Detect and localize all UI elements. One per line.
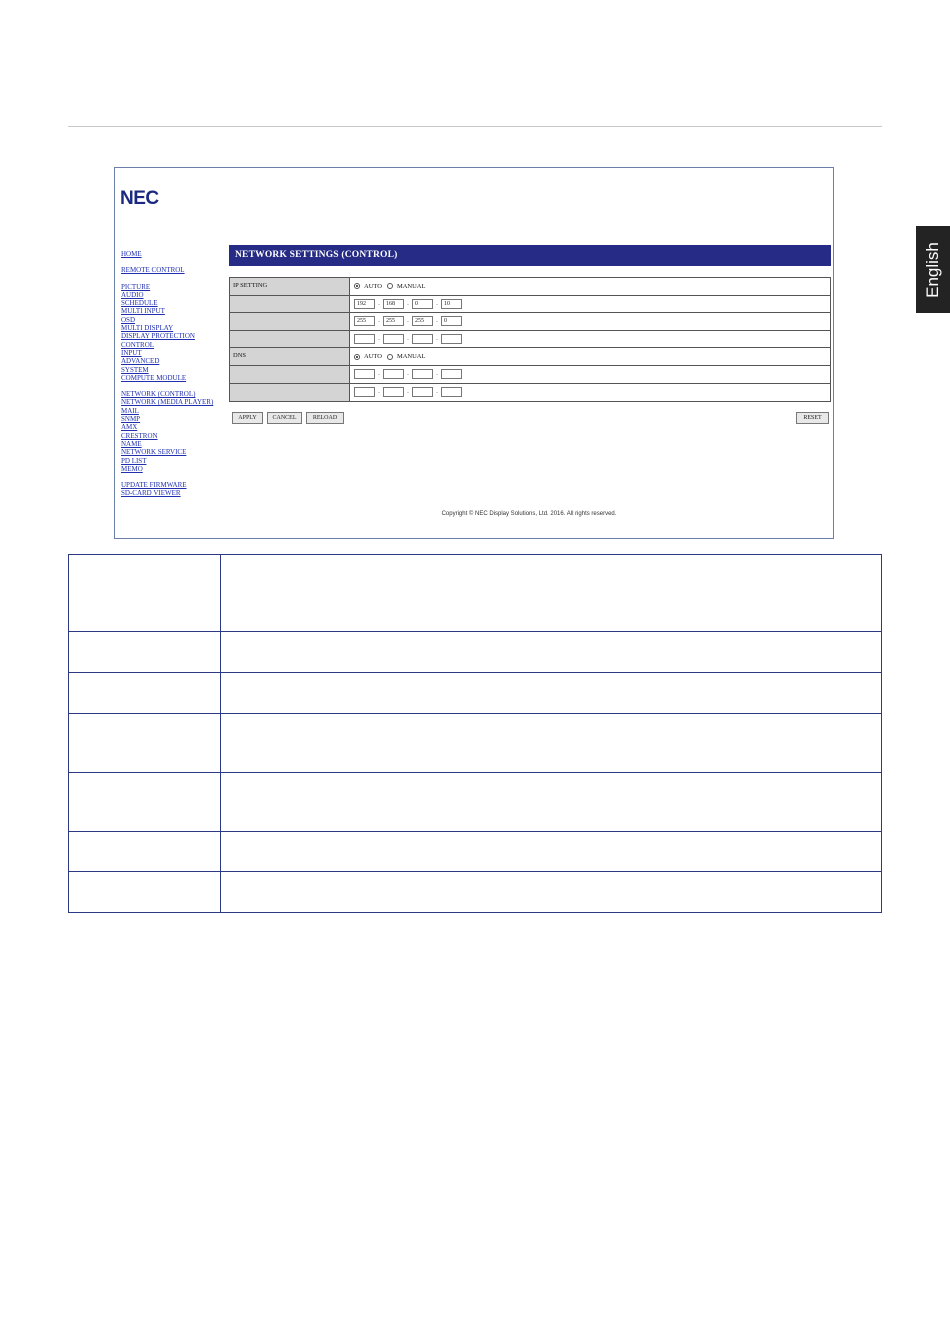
ip-octet-1[interactable]: 192 <box>354 299 375 309</box>
table-row <box>69 872 882 913</box>
nav-crestron[interactable]: CRESTRON <box>121 431 158 440</box>
nav-name[interactable]: NAME <box>121 439 142 448</box>
table-row <box>69 555 882 632</box>
description-table <box>68 554 882 913</box>
nav-update-firmware[interactable]: UPDATE FIRMWARE <box>121 481 187 490</box>
table-row <box>69 632 882 673</box>
table-cell <box>69 555 221 632</box>
nav-picture[interactable]: PICTURE <box>121 282 151 291</box>
gateway-octet-2[interactable] <box>383 334 404 344</box>
gateway-octet-1[interactable] <box>354 334 375 344</box>
table-cell <box>221 773 882 832</box>
dns-primary-label <box>230 366 350 383</box>
dns-secondary-row: . . . <box>230 384 830 402</box>
subnet-octet-1[interactable]: 255 <box>354 316 375 326</box>
ip-octet-2[interactable]: 168 <box>383 299 404 309</box>
table-cell <box>221 872 882 913</box>
language-tab <box>916 226 950 313</box>
nav-sd-card-viewer[interactable]: SD-CARD VIEWER <box>121 489 181 498</box>
sidebar-nav <box>121 250 223 498</box>
table-cell <box>221 714 882 773</box>
table-cell <box>69 632 221 673</box>
ip-octet-4[interactable]: 10 <box>441 299 462 309</box>
subnet-octet-3[interactable]: 255 <box>412 316 433 326</box>
apply-button[interactable]: APPLY <box>232 412 263 424</box>
nav-system[interactable]: SYSTEM <box>121 365 149 374</box>
copyright-text: Copyright © NEC Display Solutions, Ltd. 2016. All rights reserved. <box>441 511 617 517</box>
table-row <box>69 714 882 773</box>
gateway-label <box>230 331 350 348</box>
nav-input[interactable]: INPUT <box>121 348 142 357</box>
subnet-octet-2[interactable]: 255 <box>383 316 404 326</box>
dns-primary-octet-2[interactable] <box>383 369 404 379</box>
dns-label: DNS <box>230 348 350 365</box>
language-label: English <box>923 241 942 298</box>
nav-network-media-player[interactable]: NETWORK (MEDIA PLAYER) <box>121 398 214 407</box>
dns-primary-octet-3[interactable] <box>412 369 433 379</box>
table-cell <box>69 773 221 832</box>
reset-button[interactable]: RESET <box>796 412 829 424</box>
dns-primary-octet-1[interactable] <box>354 369 375 379</box>
table-cell <box>69 714 221 773</box>
dns-manual-radio[interactable] <box>387 354 393 360</box>
table-cell <box>69 872 221 913</box>
cancel-button[interactable]: CANCEL <box>267 412 302 424</box>
panel-title: NETWORK SETTINGS (CONTROL) <box>229 245 831 266</box>
dns-primary-octet-4[interactable] <box>441 369 462 379</box>
dns-auto-radio[interactable] <box>354 354 360 360</box>
reload-button[interactable]: RELOAD <box>306 412 344 424</box>
ip-auto-label: AUTO <box>364 282 382 290</box>
nav-home[interactable]: HOME <box>121 250 142 258</box>
dns-secondary-octet-1[interactable] <box>354 387 375 397</box>
dns-secondary-label <box>230 384 350 402</box>
table-row <box>69 773 882 832</box>
nav-audio[interactable]: AUDIO <box>121 290 144 299</box>
table-cell <box>221 673 882 714</box>
web-interface-screenshot <box>114 167 834 539</box>
ip-setting-label: IP SETTING <box>230 278 350 295</box>
nav-mail[interactable]: MAIL <box>121 406 139 415</box>
nav-remote-control[interactable]: REMOTE CONTROL <box>121 266 185 275</box>
nav-snmp[interactable]: SNMP <box>121 415 141 424</box>
ip-manual-label: MANUAL <box>396 282 426 290</box>
table-row <box>69 832 882 872</box>
dns-secondary-octet-2[interactable] <box>383 387 404 397</box>
nec-logo: NEC <box>120 188 159 209</box>
dns-row <box>230 348 830 366</box>
dns-primary-row: . . . <box>230 366 830 384</box>
subnet-mask-label <box>230 313 350 330</box>
nav-pd-list[interactable]: PD LIST <box>121 456 147 465</box>
nav-network-control[interactable]: NETWORK (CONTROL) <box>121 390 196 399</box>
ip-setting-row <box>230 278 830 296</box>
dns-auto-label: AUTO <box>364 353 382 361</box>
nav-memo[interactable]: MEMO <box>121 464 143 473</box>
nav-control[interactable]: CONTROL <box>121 340 155 349</box>
table-cell <box>221 832 882 872</box>
nav-network-service[interactable]: NETWORK SERVICE <box>121 448 187 457</box>
nav-multi-input[interactable]: MULTI INPUT <box>121 307 165 316</box>
subnet-octet-4[interactable]: 0 <box>441 316 462 326</box>
ip-manual-radio[interactable] <box>387 283 393 289</box>
table-cell <box>221 632 882 673</box>
nav-schedule[interactable]: SCHEDULE <box>121 299 158 308</box>
table-cell <box>69 832 221 872</box>
nav-amx[interactable]: AMX <box>121 423 138 432</box>
gateway-octet-4[interactable] <box>441 334 462 344</box>
nav-display-protection[interactable]: DISPLAY PROTECTION <box>121 332 195 341</box>
table-cell <box>221 555 882 632</box>
ip-address-row: 192 . 168 . 0 . 10 <box>230 296 830 314</box>
dns-secondary-octet-4[interactable] <box>441 387 462 397</box>
nav-multi-display[interactable]: MULTI DISPLAY <box>121 324 174 333</box>
dns-manual-label: MANUAL <box>396 353 426 361</box>
subnet-mask-row: 255 . 255 . 255 . 0 <box>230 313 830 331</box>
table-cell <box>69 673 221 714</box>
dns-secondary-octet-3[interactable] <box>412 387 433 397</box>
network-settings-form <box>229 277 831 402</box>
ip-auto-radio[interactable] <box>354 283 360 289</box>
ip-address-label <box>230 296 350 313</box>
gateway-octet-3[interactable] <box>412 334 433 344</box>
nav-advanced[interactable]: ADVANCED <box>121 357 160 366</box>
nav-compute-module[interactable]: COMPUTE MODULE <box>121 373 187 382</box>
top-divider <box>68 126 882 127</box>
table-row <box>69 673 882 714</box>
nav-osd[interactable]: OSD <box>121 315 136 324</box>
ip-octet-3[interactable]: 0 <box>412 299 433 309</box>
gateway-row: . . . <box>230 331 830 349</box>
